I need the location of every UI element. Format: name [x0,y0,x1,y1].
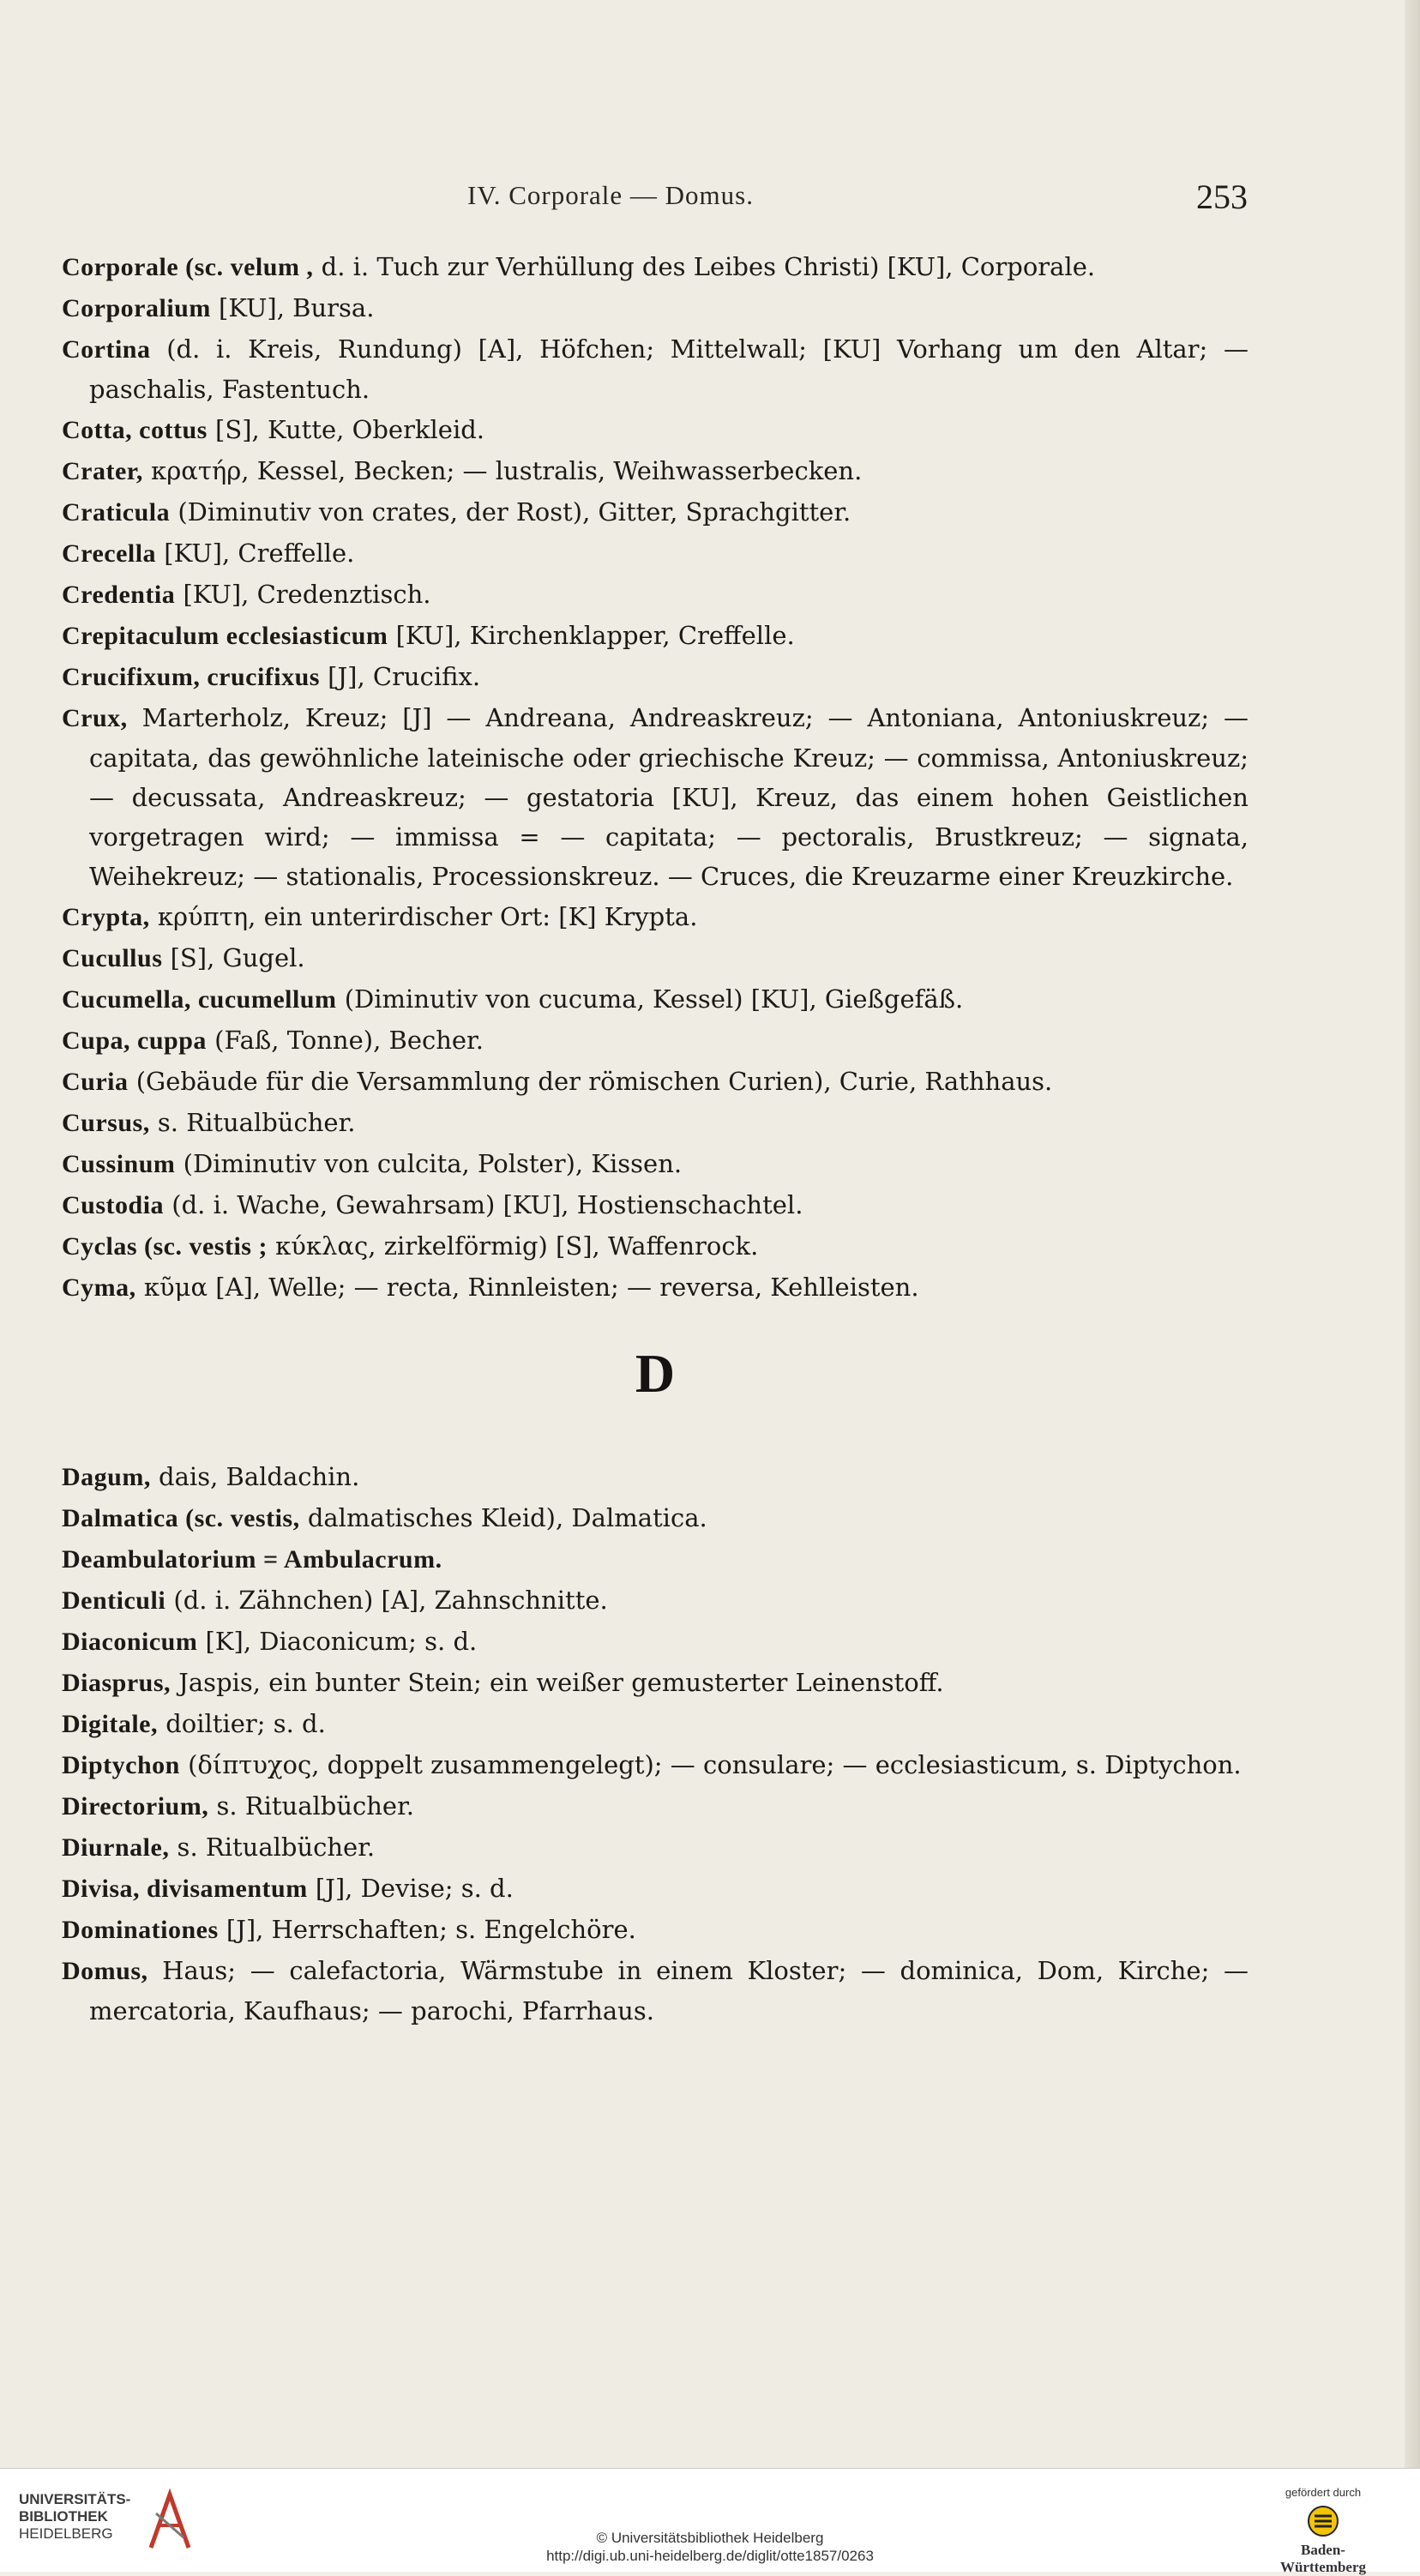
entry-lemma: Crypta, [62,903,150,931]
funded-by-label: gefördert durch [1285,2486,1362,2499]
entry-definition: (Diminutiv von cucuma, Kessel) [KU], Gießgefäß. [336,984,964,1014]
glossary-entry [62,897,1249,937]
glossary-entry [62,1498,1249,1538]
entry-lemma: Deambulatorium = Ambulacrum. [62,1545,442,1574]
source-url-link[interactable]: http://digi.ub.uni-heidelberg.de/diglit/otte1857/0263 [546,2548,874,2564]
glossary-entry [62,1745,1249,1785]
glossary-entry [62,1226,1249,1267]
entry-lemma: Corporale (sc. velum , [62,253,314,281]
glossary-entry [62,1622,1249,1662]
entry-lemma: Cupa, cuppa [62,1026,207,1055]
running-header [467,177,1248,228]
entry-definition: (d. i. Wache, Gewahrsam) [KU], Hostienschachtel. [164,1190,803,1219]
glossary-entry [62,657,1249,697]
glossary-entry [62,288,1249,328]
glossary-entry [62,1786,1249,1827]
glossary-entry [62,533,1249,574]
entry-lemma: Crucifixum, crucifixus [62,663,320,691]
library-name-line2: BIBLIOTHEK [19,2508,108,2525]
glossary-entry [62,979,1249,1020]
library-name-line1: UNIVERSITÄTS- [19,2491,131,2507]
entry-definition: [S], Gugel. [162,943,305,972]
entry-lemma: Directorium, [62,1792,209,1821]
entry-definition: (d. i. Kreis, Rundung) [A], Höfchen; Mittelwall; [KU] Vorhang um den Altar; — paschalis, Fastentuch. [89,334,1249,404]
entry-definition: Jaspis, ein bunter Stein; ein weißer gemusterter Leinenstoff. [171,1668,944,1697]
glossary-entry [62,451,1249,491]
entry-lemma: Divisa, divisamentum [62,1875,308,1903]
entry-definition: [J], Devise; s. d. [307,1874,514,1903]
glossary-entry [62,1267,1249,1308]
entry-definition: [KU], Bursa. [210,293,375,322]
entry-lemma: Corporalium [62,294,211,322]
entry-lemma: Custodia [62,1191,165,1219]
glossary-entry [62,616,1249,656]
glossary-entry [62,938,1249,978]
entry-definition: s. Ritualbücher. [169,1833,376,1862]
glossary-entry [62,1663,1249,1703]
entry-lemma: Craticula [62,498,171,527]
entry-lemma: Diptychon [62,1751,180,1779]
entry-lemma: Crepitaculum ecclesiasticum [62,622,388,650]
entry-definition: d. i. Tuch zur Verhüllung des Leibes Christi) [KU], Corporale. [313,252,1096,281]
glossary-entry [62,1185,1249,1225]
glossary-entry [62,1103,1249,1143]
glossary-entry [62,1457,1249,1497]
glossary-entry [62,1951,1249,2031]
entry-lemma: Diaconicum [62,1628,198,1656]
entries-d-list [62,1457,1249,2031]
entry-definition: dais, Baldachin. [150,1462,360,1491]
entry-lemma: Digitale, [62,1710,158,1738]
entry-lemma: Cortina [62,335,151,364]
entry-lemma: Credentia [62,581,176,609]
entry-definition: Haus; — calefactoria, Wärmstube in einem Kloster; — dominica, Dom, Kirche; — mercatoria, Kaufhaus; — parochi, Pfarrhaus. [89,1956,1249,2025]
glossary-entry [62,492,1249,533]
entry-lemma: Cursus, [62,1109,150,1137]
entry-definition: (d. i. Zähnchen) [A], Zahnschnitte. [165,1586,608,1615]
entry-lemma: Cyma, [62,1273,136,1302]
footer-credits [0,2529,1420,2565]
footer-bar [0,2468,1420,2575]
entry-definition: [J], Herrschaften; s. Engelchöre. [218,1915,636,1944]
glossary-entry [62,247,1249,287]
entry-definition: (Gebäude für die Versammlung der römischen Curien), Curie, Rathhaus. [128,1067,1053,1096]
entry-definition: [KU], Creffelle. [156,539,355,568]
entry-definition: κρατήρ, Kessel, Becken; — lustralis, Weihwasserbecken. [142,456,863,485]
entry-definition: [K], Diaconicum; s. d. [197,1627,478,1656]
entry-lemma: Cucullus [62,944,163,972]
entry-lemma: Dagum, [62,1463,151,1491]
entry-lemma: Crux, [62,704,128,732]
entry-definition: doiltier; s. d. [157,1709,326,1738]
entry-definition: s. Ritualbücher. [208,1791,414,1821]
funder-name: Baden-Württemberg [1279,2542,1367,2575]
entry-lemma: Denticuli [62,1586,166,1615]
glossary-entry [62,698,1249,896]
glossary-entry [62,1144,1249,1184]
entry-definition: κύκλας, zirkelförmig) [S], Waffenrock. [267,1231,759,1261]
entries-c-list [62,247,1249,1308]
entry-definition: s. Ritualbücher. [149,1108,356,1137]
page-edge-shadow [1405,0,1420,2468]
entry-lemma: Curia [62,1068,129,1096]
page-number: 253 [1196,178,1248,216]
state-crest-icon [1306,2504,1340,2538]
glossary-body [62,247,1249,2031]
glossary-entry [62,1704,1249,1744]
entry-definition: (Diminutiv von crates, der Rost), Gitter, Sprachgitter. [170,497,851,527]
funder-block [1259,2486,1387,2576]
section-letter: D [635,1343,676,1404]
entry-definition: [KU], Kirchenklapper, Creffelle. [388,621,795,650]
glossary-entry [62,1910,1249,1950]
entry-lemma: Diasprus, [62,1669,171,1697]
entry-lemma: Cucumella, cucumellum [62,985,337,1014]
entry-lemma: Dominationes [62,1916,219,1944]
entry-lemma: Crater, [62,457,143,485]
glossary-entry [62,1020,1249,1061]
glossary-entry [62,1539,1249,1580]
entry-definition: (Diminutiv von culcita, Polster), Kissen. [175,1149,683,1178]
glossary-entry [62,1869,1249,1909]
entry-definition: dalmatisches Kleid), Dalmatica. [299,1503,707,1532]
entry-definition: (Faß, Tonne), Becher. [206,1026,484,1055]
running-title: IV. Corporale — Domus. [467,180,754,210]
glossary-entry [62,410,1249,450]
glossary-entry [62,1580,1249,1621]
entry-lemma: Dalmatica (sc. vestis, [62,1504,300,1532]
entry-lemma: Domus, [62,1957,148,1985]
entry-definition: κρύπτη, ein unterirdischer Ort: [K] Krypta. [149,902,698,931]
copyright-text: © Universitätsbibliothek Heidelberg [596,2530,824,2546]
entry-lemma: Cotta, cottus [62,416,208,444]
library-name-line3: HEIDELBERG [19,2525,113,2542]
entry-definition: (δίπτυχος, doppelt zusammengelegt); — consulare; — ecclesiasticum, s. Diptychon. [179,1750,1242,1779]
entry-lemma: Crecella [62,539,157,568]
glossary-entry [62,1062,1249,1102]
entry-lemma: Cyclas (sc. vestis ; [62,1232,268,1261]
entry-definition: [J], Crucifix. [319,662,481,691]
entry-definition: [KU], Credenztisch. [175,580,431,609]
entry-definition: [S], Kutte, Oberkleid. [207,415,485,444]
entry-lemma: Diurnale, [62,1833,170,1862]
entry-definition: κῦμα [A], Welle; — recta, Rinnleisten; — reversa, Kehlleisten. [135,1273,919,1302]
glossary-entry [62,575,1249,615]
glossary-entry [62,329,1249,409]
glossary-entry [62,1827,1249,1868]
entry-lemma: Cussinum [62,1150,176,1178]
entry-definition: Marterholz, Kreuz; [J] — Andreana, Andreaskreuz; — Antoniana, Antoniuskreuz; — capitata, das gewöhnliche lateinische oder griechische Kreuz; — commissa, Antoniuskreuz; — decussata, Andreaskreuz; — gestatoria [KU], Kreuz, das einem hohen Geistlichen vorgetragen wird; — immissa = — capitata; — pectoralis, Brustkreuz; — signata, Weihekreuz; — stationalis, Processionskreuz. — Cruces, die Kreuzarme einer Kreuzkirche. [89,703,1249,891]
